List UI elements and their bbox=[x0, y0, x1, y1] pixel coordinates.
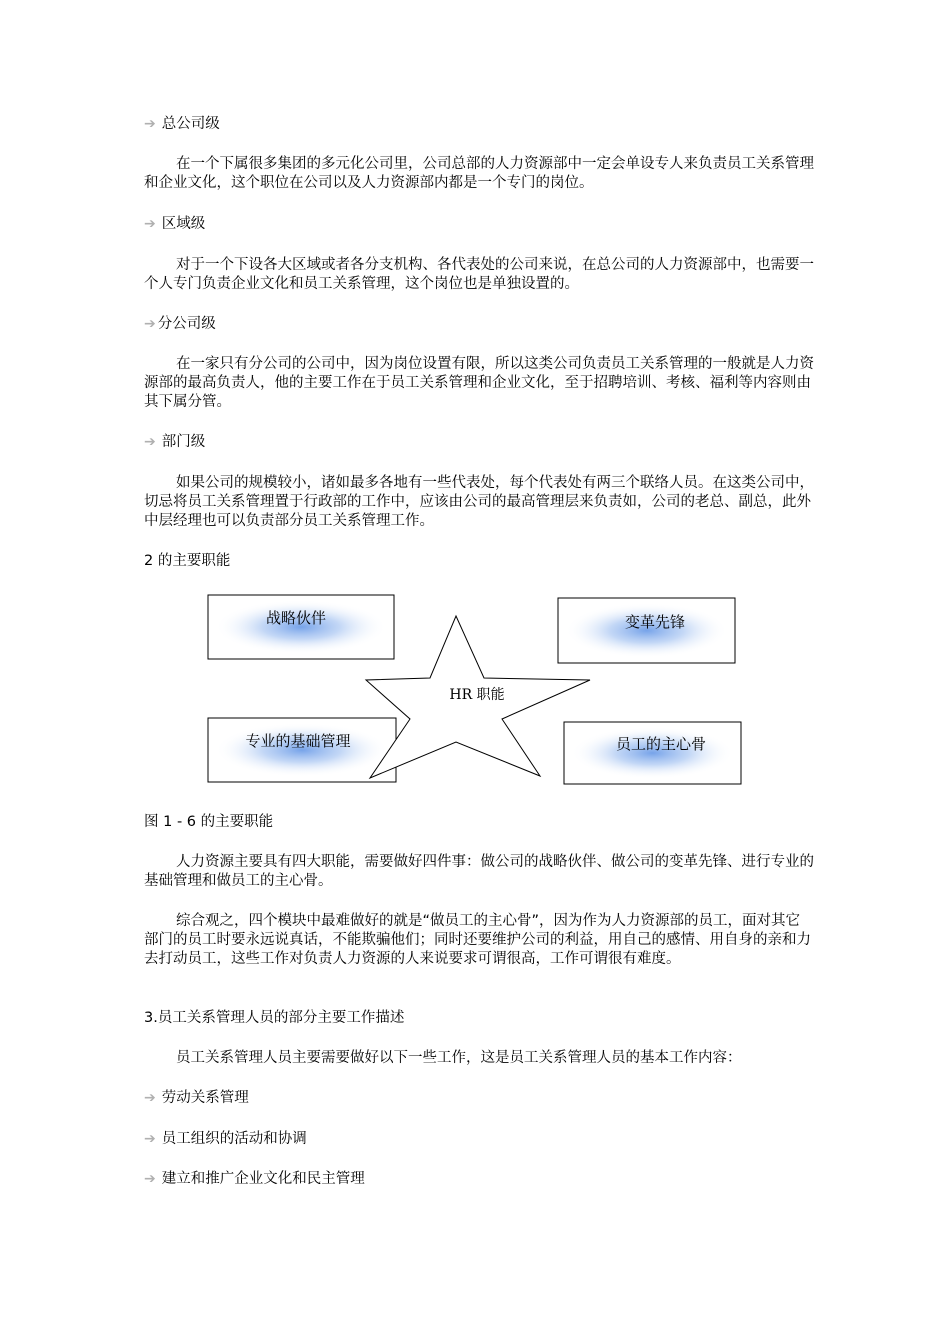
paragraph: 综合观之，四个模块中最难做好的就是“做员工的主心骨”，因为作为人力资源部的员工，面对其它部门的员工时要永远说真话，不能欺骗他们；同时还要维护公司的利益，用自己的感情、用自身的亲和力去打动员工，这些工作对负责人力资源的人来说要求可谓很高，工作可谓很有难度。 bbox=[144, 913, 811, 967]
paragraph: 在一家只有分公司的公司中，因为岗位设置有限，所以这类公司负责员工关系管理的一般就是人力资源部的最高负责人，他的主要工作在于员工关系管理和企业文化，至于招聘培训、考核、福利等内容则由其下属分管。 bbox=[144, 356, 814, 410]
figure-caption: 图 1 - 6 的主要职能 bbox=[144, 814, 274, 830]
paragraph: 人力资源主要具有四大职能，需要做好四件事：做公司的战略伙伴、做公司的变革先锋、进行专业的基础管理和做员工的主心骨。 bbox=[144, 854, 814, 889]
arrow-icon: ➔ bbox=[144, 116, 156, 132]
heading-department-level bbox=[144, 433, 814, 452]
arrow-icon: ➔ bbox=[144, 1090, 156, 1106]
bullet-text: 建立和推广企业文化和民主管理 bbox=[161, 1171, 365, 1187]
arrow-icon: ➔ bbox=[144, 216, 156, 232]
paragraph: 在一个下属很多集团的多元化公司里，公司总部的人力资源部中一定会单设专人来负责员工关系管理和企业文化，这个职位在公司以及人力资源部内都是一个专门的岗位。 bbox=[144, 156, 814, 191]
label: 变革先锋 bbox=[624, 613, 686, 631]
heading-text: 总公司级 bbox=[161, 116, 220, 132]
hr-functions-diagram bbox=[205, 592, 745, 788]
heading-branch-level bbox=[144, 315, 814, 334]
bullet-item bbox=[144, 1170, 814, 1189]
bullet-item bbox=[144, 1089, 814, 1108]
arrow-icon: ➔ bbox=[144, 1171, 156, 1187]
arrow-icon: ➔ bbox=[144, 1131, 156, 1147]
label: 员工的主心骨 bbox=[615, 735, 707, 753]
arrow-icon: ➔ bbox=[144, 316, 156, 332]
label: 专业的基础管理 bbox=[245, 732, 351, 750]
heading-text: 部门级 bbox=[161, 434, 206, 450]
star-label: HR 职能 bbox=[449, 687, 505, 703]
paragraph: 对于一个下设各大区域或者各分支机构、各代表处的公司来说，在总公司的人力资源部中，也需要一个人专门负责企业文化和员工关系管理，这个岗位也是单独设置的。 bbox=[144, 257, 814, 292]
box-professional-basic-management bbox=[208, 718, 396, 782]
box-employee-backbone bbox=[564, 722, 741, 784]
paragraph: 如果公司的规模较小，诸如最多各地有一些代表处，每个代表处有两三个联络人员。在这类公司中，切忌将员工关系管理置于行政部的工作中，应该由公司的最高管理层来负责如，公司的老总、副总，此外中层经理也可以负责部分员工关系管理工作。 bbox=[144, 475, 814, 529]
heading-text: 区域级 bbox=[161, 216, 206, 232]
section-heading: 2 的主要职能 bbox=[144, 553, 231, 569]
label: 战略伙伴 bbox=[265, 609, 327, 627]
bullet-item bbox=[144, 1130, 814, 1149]
bullet-text: 劳动关系管理 bbox=[161, 1090, 249, 1106]
heading-head-office-level bbox=[144, 115, 814, 134]
section-heading: 3.员工关系管理人员的部分主要工作描述 bbox=[144, 1010, 405, 1026]
heading-regional-level bbox=[144, 215, 814, 234]
box-change-pioneer bbox=[558, 598, 735, 663]
paragraph: 员工关系管理人员主要需要做好以下一些工作，这是员工关系管理人员的基本工作内容： bbox=[176, 1050, 742, 1066]
bullet-text: 员工组织的活动和协调 bbox=[161, 1131, 307, 1147]
heading-text: 分公司级 bbox=[157, 316, 216, 332]
box-strategic-partner bbox=[208, 595, 394, 659]
arrow-icon: ➔ bbox=[144, 434, 156, 450]
